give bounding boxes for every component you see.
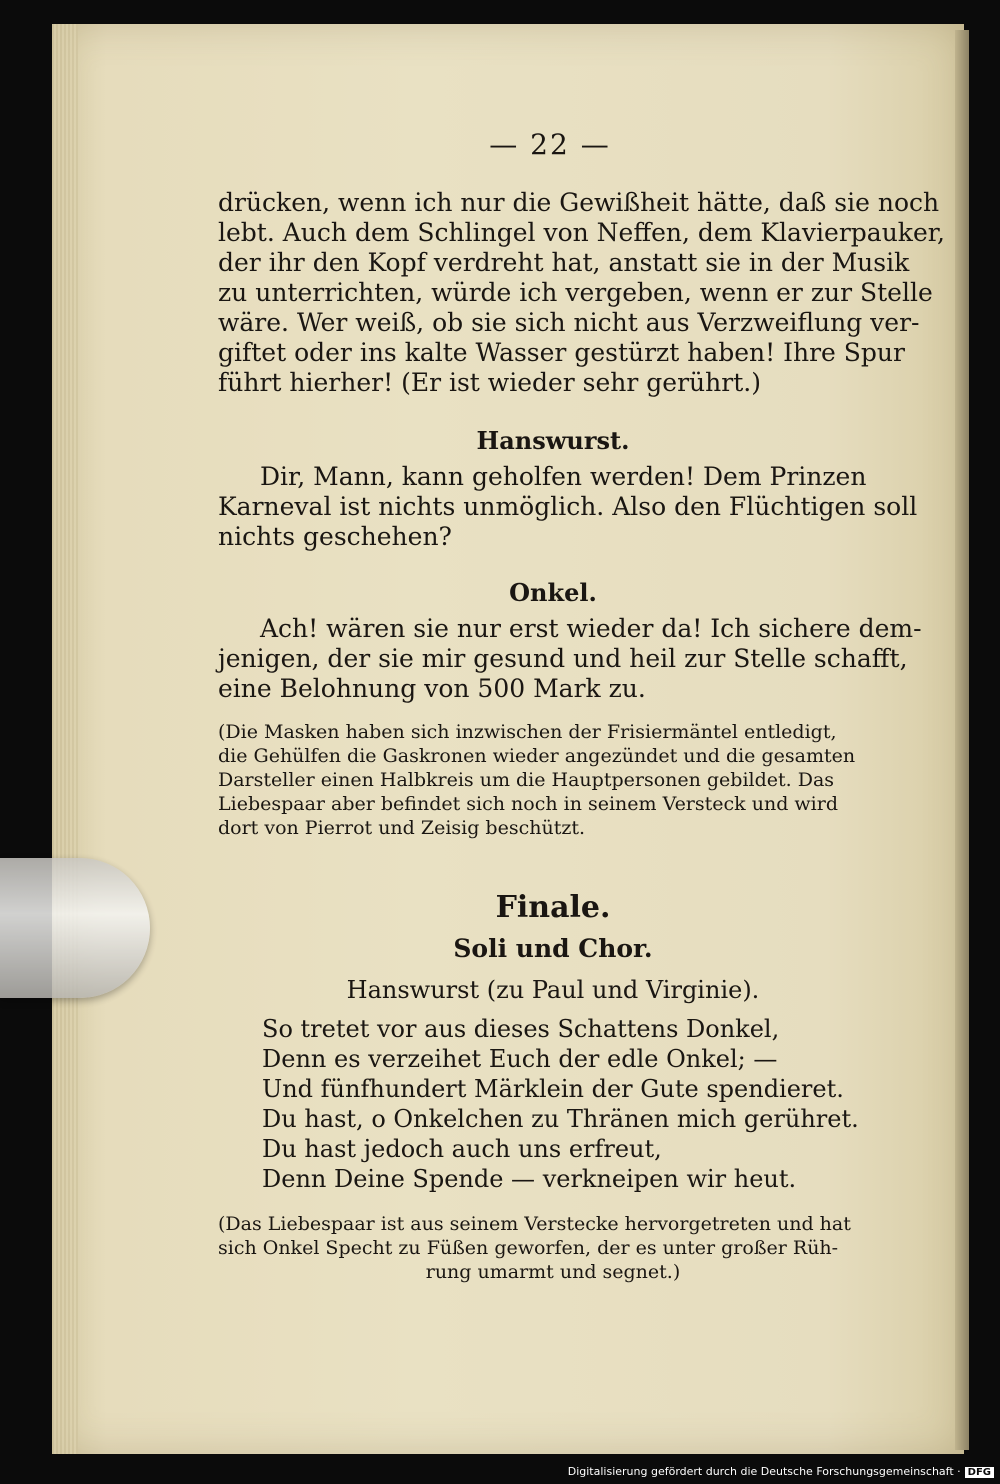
text-line: drücken, wenn ich nur die Gewißheit hätte, daß sie noch [218, 188, 940, 217]
verse-line: Denn Deine Spende — verkneipen wir heut. [262, 1165, 797, 1193]
text-line: führt hierher! (Er ist wieder sehr gerührt.) [218, 368, 761, 397]
text-line: eine Belohnung von 500 Mark zu. [218, 674, 646, 703]
speaker-onkel: Onkel. [509, 578, 597, 607]
dfg-logo: DFG [965, 1467, 994, 1478]
text-line: Darsteller einen Halbkreis um die Hauptpersonen gebildet. Das [218, 769, 835, 791]
text-line: Karneval ist nichts unmöglich. Also den Flüchtigen soll [218, 492, 918, 521]
paragraph-2 [218, 462, 918, 552]
digitization-credit [568, 1465, 994, 1478]
text-line: giftet oder ins kalte Wasser gestürzt haben! Ihre Spur [218, 338, 905, 367]
verse-line: Du hast, o Onkelchen zu Thränen mich gerühret. [262, 1105, 859, 1133]
page-number: — 22 — [489, 128, 611, 161]
text-line: (Die Masken haben sich inzwischen der Frisiermäntel entledigt, [218, 721, 837, 743]
verse-line: Denn es verzeihet Euch der edle Onkel; — [262, 1045, 778, 1073]
paragraph-1 [218, 188, 945, 398]
verse-line: Und fünfhundert Märklein der Gute spendieret. [262, 1075, 844, 1103]
text-line: Ach! wären sie nur erst wieder da! Ich sichere dem- [260, 614, 922, 643]
text-line: die Gehülfen die Gaskronen wieder angezündet und die gesamten [218, 745, 856, 767]
text-line: rung umarmt und segnet.) [425, 1261, 681, 1283]
heading-finale: Finale. [495, 890, 611, 925]
stage-direction-2 [218, 1212, 888, 1284]
text-line: nichts geschehen? [218, 522, 452, 551]
verse [262, 1014, 882, 1194]
page-stack-edges [52, 24, 78, 1454]
speaker-hanswurst-finale: Hanswurst (zu Paul und Virginie). [346, 976, 760, 1004]
speaker-hanswurst: Hanswurst. [476, 426, 630, 455]
page-clip [0, 858, 150, 998]
paragraph-3 [218, 614, 922, 704]
verse-line: Du hast jedoch auch uns erfreut, [262, 1135, 662, 1163]
text-line: dort von Pierrot und Zeisig beschützt. [218, 817, 586, 839]
text-line: jenigen, der sie mir gesund und heil zur Stelle schafft, [218, 644, 908, 673]
text-line: lebt. Auch dem Schlingel von Neffen, dem Klavierpauker, [218, 218, 945, 247]
text-line: sich Onkel Specht zu Füßen geworfen, der es unter großer Rüh- [218, 1237, 839, 1259]
credit-text: Digitalisierung gefördert durch die Deutsche Forschungsgemeinschaft · [567, 1465, 961, 1478]
verse-line: So tretet vor aus dieses Schattens Donkel, [262, 1015, 780, 1043]
text-line: der ihr den Kopf verdreht hat, anstatt sie in der Musik [218, 248, 910, 277]
text-line: Liebespaar aber befindet sich noch in seinem Versteck und wird [218, 793, 838, 815]
heading-soli-und-chor: Soli und Chor. [453, 934, 653, 963]
stage-direction-1 [218, 720, 888, 840]
text-line: (Das Liebespaar ist aus seinem Verstecke hervorgetreten und hat [218, 1213, 851, 1235]
text-line: zu unterrichten, würde ich vergeben, wenn er zur Stelle [218, 278, 933, 307]
text-line: wäre. Wer weiß, ob sie sich nicht aus Verzweiflung ver- [218, 308, 920, 337]
text-line: Dir, Mann, kann geholfen werden! Dem Prinzen [260, 462, 867, 491]
book-spine-edge [955, 30, 969, 1450]
